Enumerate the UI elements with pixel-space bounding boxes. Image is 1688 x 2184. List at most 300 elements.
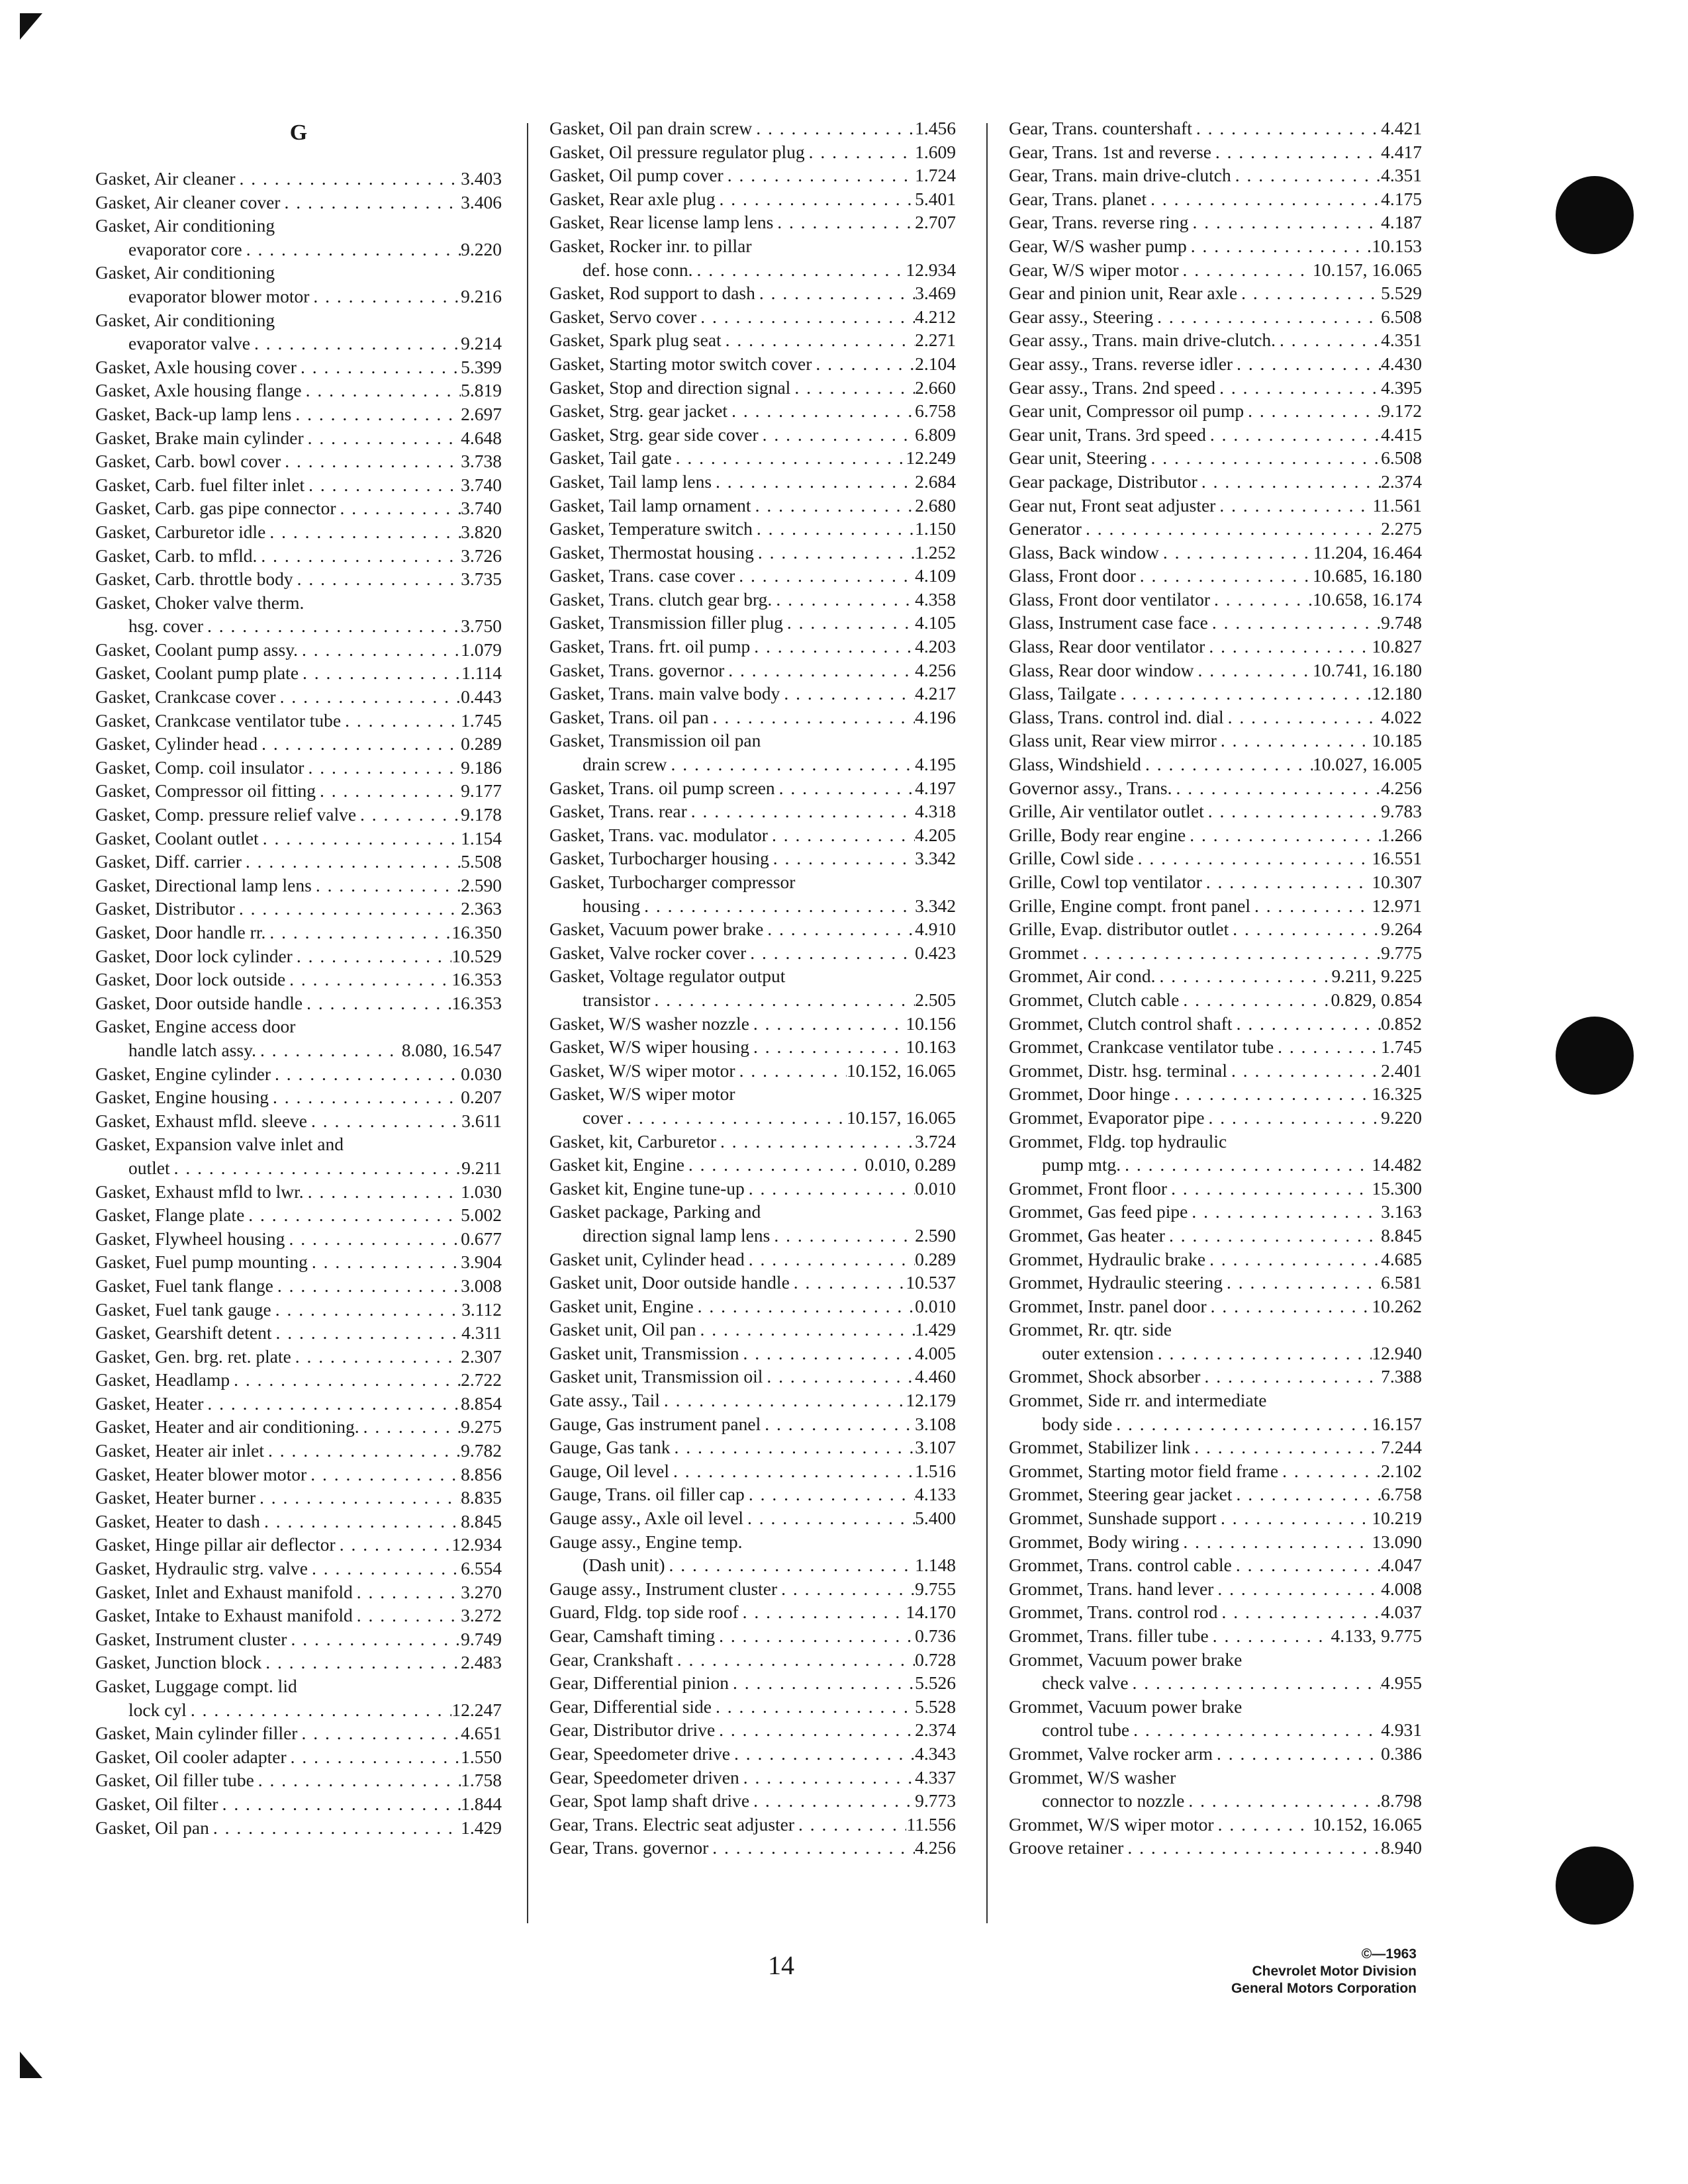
entry-page-ref: 0.728: [915, 1649, 956, 1670]
dot-leader: [1209, 1624, 1331, 1648]
dot-leader: [1167, 1177, 1372, 1201]
dot-leader: [1134, 846, 1372, 870]
index-entry: [549, 988, 956, 1012]
entry-title: Grommet, Rr. qtr. side: [1009, 1319, 1172, 1340]
index-entry: [95, 1015, 502, 1038]
index-entry: [549, 776, 956, 800]
index-entry: [95, 1321, 502, 1345]
entry-page-ref: 1.150: [915, 518, 956, 539]
dot-leader: [716, 1130, 915, 1154]
entry-title: Gasket, Instrument cluster: [95, 1628, 287, 1649]
dot-leader: [1154, 1342, 1372, 1365]
entry-title: Grommet, Vacuum power brake: [1009, 1696, 1243, 1717]
index-entry: [549, 1035, 956, 1059]
entry-title: Glass, Windshield: [1009, 754, 1142, 775]
entry-page-ref: 4.651: [461, 1723, 502, 1744]
entry-title: Grommet, Stabilizer link: [1009, 1437, 1191, 1458]
dot-leader: [1082, 517, 1381, 541]
index-entry: [1009, 187, 1422, 211]
dot-leader: [230, 1368, 461, 1392]
entry-title: Gasket, Comp. coil insulator: [95, 756, 305, 778]
entry-page-ref: 8.845: [1381, 1224, 1422, 1246]
index-entry: [1009, 446, 1422, 470]
index-entry: [549, 140, 956, 164]
column-rule-left: [527, 123, 528, 1923]
column-rule-right: [986, 123, 988, 1923]
entry-page-ref: 0.423: [915, 942, 956, 963]
entry-title: check valve: [1042, 1672, 1129, 1694]
dot-leader: [696, 1318, 915, 1342]
dot-leader: [743, 1506, 915, 1530]
dot-leader: [790, 376, 915, 400]
index-entry: [1009, 116, 1422, 140]
dot-leader: [261, 1651, 461, 1674]
entry-title: Gasket, W/S wiper housing: [549, 1036, 749, 1058]
entry-page-ref: 1.745: [461, 709, 502, 731]
entry-page-ref: 4.109: [915, 565, 956, 586]
entry-title: Gasket, Servo cover: [549, 306, 697, 327]
index-entry: [95, 968, 502, 991]
dot-leader: [812, 352, 915, 376]
entry-title: Grommet, Sunshade support: [1009, 1508, 1217, 1529]
dot-leader: [694, 1295, 915, 1318]
entry-title: Gear, Trans. planet: [1009, 188, 1147, 209]
index-entry: [1009, 281, 1422, 305]
dot-leader: [1207, 1295, 1372, 1318]
entry-title: Grommet, Valve rocker arm: [1009, 1743, 1213, 1764]
dot-leader: [1278, 1459, 1381, 1483]
index-entry: [95, 261, 502, 285]
index-entry: [95, 1274, 502, 1298]
entry-page-ref: 4.175: [1381, 188, 1422, 209]
dot-leader: [669, 1459, 915, 1483]
index-entry: [549, 659, 956, 682]
entry-page-ref: 9.172: [1381, 400, 1422, 422]
dot-leader: [1200, 1365, 1381, 1388]
index-entry: [95, 1604, 502, 1627]
entry-page-ref: 6.554: [461, 1558, 502, 1579]
entry-page-ref: 9.748: [1381, 612, 1422, 633]
entry-page-ref: 5.819: [461, 380, 502, 401]
entry-title: Gasket, Trans. oil pump screen: [549, 777, 775, 798]
entry-title: Gasket, Heater to dash: [95, 1510, 260, 1531]
entry-page-ref: 9.186: [461, 756, 502, 778]
index-entry: [549, 1577, 956, 1601]
index-entry: [95, 1721, 502, 1745]
entry-page-ref: 0.207: [461, 1087, 502, 1108]
dot-leader: [1204, 799, 1381, 823]
entry-page-ref: 4.105: [915, 612, 956, 633]
dot-leader: [297, 355, 461, 379]
index-entry: [549, 964, 956, 988]
index-entry: [1009, 964, 1422, 988]
entry-title: connector to nozzle: [1042, 1790, 1185, 1811]
entry-title: Gasket, Heater: [95, 1392, 204, 1414]
index-entry: [1009, 163, 1422, 187]
entry-page-ref: 10.741, 16.180: [1313, 659, 1422, 680]
entry-page-ref: 2.660: [915, 377, 956, 398]
index-entry: [1009, 917, 1422, 941]
dot-leader: [729, 1671, 915, 1695]
dot-leader: [1147, 446, 1381, 470]
dot-leader: [712, 1695, 915, 1719]
dot-leader: [170, 1156, 462, 1180]
dot-leader: [1213, 1742, 1381, 1766]
index-entry: [1009, 870, 1422, 894]
index-entry: [1009, 1718, 1422, 1742]
entry-page-ref: 10.529: [451, 945, 502, 966]
entry-title: Gasket, Heater air inlet: [95, 1440, 265, 1461]
entry-page-ref: 10.262: [1372, 1295, 1422, 1316]
dot-leader: [1153, 305, 1381, 329]
entry-page-ref: 4.197: [915, 777, 956, 798]
dot-leader: [672, 446, 906, 470]
entry-page-ref: 4.343: [915, 1743, 956, 1764]
entry-title: Gear assy., Steering: [1009, 306, 1154, 327]
index-entry: [549, 917, 956, 941]
entry-page-ref: 16.350: [451, 922, 502, 942]
dot-leader: [258, 732, 461, 756]
dot-leader: [1231, 163, 1381, 187]
entry-page-ref: 4.910: [915, 919, 956, 940]
entry-page-ref: 12.940: [1372, 1342, 1422, 1363]
entry-page-ref: 10.658, 16.174: [1313, 588, 1422, 610]
dot-leader: [1170, 1082, 1372, 1106]
entry-page-ref: 5.508: [461, 851, 502, 872]
binder-hole-bottom: [1556, 1846, 1634, 1925]
index-entry: [95, 850, 502, 874]
entry-page-ref: 3.008: [461, 1275, 502, 1296]
index-entry: [1009, 1365, 1422, 1388]
entry-title: transistor: [583, 989, 651, 1010]
copyright-corporation: General Motors Corporation: [1231, 1981, 1417, 1996]
entry-page-ref: 3.820: [461, 521, 502, 542]
entry-title: Gasket, Cylinder head: [95, 733, 258, 754]
entry-title: body side: [1042, 1413, 1113, 1434]
entry-title: evaporator valve: [128, 333, 251, 354]
entry-title: Gasket unit, Cylinder head: [549, 1248, 745, 1269]
index-entry: [1009, 799, 1422, 823]
entry-title: Gauge assy., Axle oil level: [549, 1508, 744, 1529]
entry-page-ref: 16.157: [1372, 1413, 1422, 1434]
entry-page-ref: 2.307: [461, 1345, 502, 1367]
index-entry: [95, 1062, 502, 1086]
entry-page-ref: 10.157, 16.065: [1313, 259, 1422, 280]
entry-page-ref: 3.750: [461, 615, 502, 637]
dot-leader: [692, 258, 906, 282]
index-entry: [1009, 1624, 1422, 1648]
index-entry: [95, 567, 502, 591]
dot-leader: [336, 1533, 452, 1557]
entry-title: Grommet, Trans. filler tube: [1009, 1625, 1209, 1646]
dot-leader: [623, 1106, 847, 1130]
entry-title: Gasket, Oil pump cover: [549, 165, 724, 186]
dot-leader: [285, 1227, 461, 1251]
entry-page-ref: 11.556: [906, 1813, 956, 1835]
entry-page-ref: 4.205: [915, 824, 956, 845]
entry-title: Gasket, kit, Carburetor: [549, 1130, 717, 1152]
entry-page-ref: 0.852: [1381, 1013, 1422, 1034]
index-entry: [1009, 1836, 1422, 1860]
index-entry: [95, 827, 502, 850]
dot-leader: [272, 1321, 462, 1345]
entry-page-ref: 0.010: [915, 1177, 956, 1199]
entry-title: Grommet, Hydraulic brake: [1009, 1248, 1206, 1269]
index-entry: [549, 399, 956, 423]
entry-title: Glass, Rear door window: [1009, 659, 1194, 680]
entry-page-ref: 9.783: [1381, 801, 1422, 822]
index-entry: [95, 1510, 502, 1533]
index-entry: [95, 1557, 502, 1580]
entry-title: Gasket, Tail lamp ornament: [549, 494, 751, 516]
dot-leader: [297, 1721, 461, 1745]
index-entry: [95, 426, 502, 450]
index-entry: [1009, 988, 1422, 1012]
entry-title: Gear assy., Trans. reverse idler: [1009, 353, 1233, 374]
index-entry: [1009, 1271, 1422, 1295]
index-entry: [1009, 470, 1422, 494]
dot-leader: [735, 564, 915, 588]
entry-page-ref: 4.685: [1381, 1248, 1422, 1269]
entry-title: Gasket, Engine housing: [95, 1087, 269, 1108]
entry-title: Grommet, Gas feed pipe: [1009, 1201, 1188, 1222]
entry-title: Gasket, Oil pressure regulator plug: [549, 141, 805, 162]
index-entries-2: [549, 116, 956, 1860]
entry-title: Grille, Cowl top ventilator: [1009, 872, 1202, 892]
index-entry: [549, 1459, 956, 1483]
index-entry: [95, 1439, 502, 1463]
entry-title: Gauge, Gas instrument panel: [549, 1413, 761, 1434]
dot-leader: [665, 1553, 915, 1577]
entry-title: Gear, Differential pinion: [549, 1672, 729, 1694]
entry-title: Gasket, Air conditioning: [95, 262, 275, 283]
dot-leader: [203, 1392, 461, 1416]
index-entry: [549, 1342, 956, 1365]
index-entry: [95, 591, 502, 615]
entry-title: Groove retainer: [1009, 1837, 1124, 1858]
dot-leader: [256, 1038, 402, 1062]
entry-page-ref: 4.022: [1381, 706, 1422, 727]
entry-title: Gasket, Diff. carrier: [95, 851, 242, 872]
dot-leader: [667, 752, 915, 776]
dot-leader: [730, 1742, 915, 1766]
entry-title: Gauge assy., Instrument cluster: [549, 1578, 778, 1599]
dot-leader: [1229, 917, 1381, 941]
entry-page-ref: 3.163: [1381, 1201, 1422, 1222]
dot-leader: [1187, 234, 1372, 258]
entry-page-ref: 14.170: [906, 1602, 956, 1623]
entry-page-ref: 4.421: [1381, 118, 1422, 138]
entry-title: Gear, Differential side: [549, 1696, 712, 1717]
index-entry: [95, 874, 502, 897]
entry-page-ref: 10.827: [1372, 636, 1422, 657]
entry-title: Gasket, Rear axle plug: [549, 188, 716, 209]
dot-leader: [1206, 423, 1381, 447]
index-entry: [95, 449, 502, 473]
entry-page-ref: 1.266: [1381, 824, 1422, 845]
index-entry: [1009, 1248, 1422, 1271]
index-entry: [95, 732, 502, 756]
entry-title: Gasket, Rod support to dash: [549, 283, 755, 304]
dot-leader: [770, 1224, 915, 1248]
entry-title: Gasket, Turbocharger housing: [549, 848, 769, 869]
index-entry: [549, 752, 956, 776]
entry-title: Gasket, Trans. rear: [549, 801, 687, 822]
entry-page-ref: 3.403: [461, 168, 502, 189]
entry-title: Gasket, Oil cooler adapter: [95, 1746, 287, 1767]
entry-page-ref: 9.220: [461, 238, 502, 259]
dot-leader: [1211, 140, 1381, 164]
entry-title: Gasket, Trans. oil pan: [549, 706, 709, 727]
entry-title: Gasket, Compressor oil fitting: [95, 780, 316, 801]
entry-title: Grille, Cowl side: [1009, 848, 1134, 869]
index-entry: [1009, 1577, 1422, 1601]
dot-leader: [1172, 776, 1381, 800]
index-entry: [549, 1106, 956, 1130]
index-entry: [95, 355, 502, 379]
dot-leader: [739, 1342, 915, 1365]
entry-page-ref: 3.469: [915, 283, 956, 304]
entry-page-ref: 1.429: [461, 1817, 502, 1838]
entry-page-ref: 4.415: [1381, 424, 1422, 445]
index-entry: [549, 423, 956, 447]
index-entry: [549, 116, 956, 140]
dot-leader: [755, 281, 915, 305]
index-entry: [95, 1463, 502, 1486]
entry-title: Gasket, Turbocharger compressor: [549, 872, 796, 892]
dot-leader: [353, 1604, 461, 1627]
entry-title: Gasket, Air cleaner: [95, 168, 236, 189]
entry-title: outer extension: [1042, 1342, 1154, 1363]
entry-title: Grommet, Instr. panel door: [1009, 1295, 1207, 1316]
index-entry: [549, 187, 956, 211]
dot-leader: [1274, 1035, 1381, 1059]
entry-page-ref: 2.680: [915, 494, 956, 516]
entry-title: Grommet, Shock absorber: [1009, 1366, 1201, 1387]
dot-leader: [306, 1463, 461, 1486]
entry-title: Grommet, Starting motor field frame: [1009, 1460, 1279, 1481]
entry-page-ref: 3.726: [461, 545, 502, 566]
entry-title: Gasket kit, Engine: [549, 1154, 684, 1175]
index-entry: [95, 1227, 502, 1251]
entry-title: Gasket unit, Door outside handle: [549, 1272, 790, 1293]
entry-page-ref: 5.400: [915, 1508, 956, 1529]
index-entry: [95, 1580, 502, 1604]
entry-page-ref: 1.079: [461, 639, 502, 660]
entry-title: Gasket, Trans. frt. oil pump: [549, 636, 751, 657]
entry-title: Gasket, Coolant pump plate: [95, 662, 299, 684]
entry-title: Gasket, Trans. main valve body: [549, 683, 780, 704]
entry-title: Gear, Trans. governor: [549, 1837, 709, 1858]
index-entry: [1009, 210, 1422, 234]
dot-leader: [794, 1813, 906, 1837]
entry-page-ref: 10.685, 16.180: [1313, 565, 1422, 586]
dot-leader: [750, 635, 915, 659]
entry-page-ref: 12.247: [451, 1699, 502, 1720]
index-entry: [1009, 1106, 1422, 1130]
entry-title: Glass, Tailgate: [1009, 683, 1117, 704]
index-entry: [549, 1224, 956, 1248]
entry-page-ref: 3.270: [461, 1581, 502, 1602]
entry-page-ref: 1.148: [915, 1555, 956, 1576]
entry-title: Gasket, Heater and air conditioning.: [95, 1416, 359, 1437]
index-entry: [95, 1038, 502, 1062]
entry-page-ref: 0.443: [461, 686, 502, 707]
entry-title: cover: [583, 1107, 624, 1128]
index-entry: [549, 446, 956, 470]
entry-page-ref: 4.318: [915, 801, 956, 822]
entry-page-ref: 16.551: [1372, 848, 1422, 869]
entry-page-ref: 2.483: [461, 1652, 502, 1673]
entry-page-ref: 9.755: [915, 1578, 956, 1599]
entry-page-ref: 1.745: [1381, 1036, 1422, 1058]
entry-title: Gasket, Strg. gear jacket: [549, 400, 728, 422]
entry-title: Gasket, Brake main cylinder: [95, 427, 304, 448]
entry-title: Gasket unit, Engine: [549, 1295, 694, 1316]
entry-title: Gauge, Trans. oil filler cap: [549, 1484, 745, 1505]
entry-page-ref: 10.156: [906, 1013, 956, 1034]
index-entry: [549, 1082, 956, 1106]
entry-title: Grommet: [1009, 942, 1079, 963]
entry-title: Gasket, Heater blower motor: [95, 1463, 307, 1484]
index-entry: [549, 1295, 956, 1318]
dot-leader: [236, 167, 461, 191]
copyright-year: ©—1963: [1361, 1946, 1417, 1962]
entry-title: Glass, Instrument case face: [1009, 612, 1208, 633]
entry-page-ref: 5.401: [915, 188, 956, 209]
entry-page-ref: 5.529: [1381, 283, 1422, 304]
dot-leader: [1179, 1530, 1372, 1554]
dot-leader: [287, 1627, 461, 1651]
binder-hole-top: [1556, 176, 1634, 254]
entry-page-ref: 3.112: [461, 1298, 502, 1320]
dot-leader: [257, 544, 461, 568]
entry-title: evaporator blower motor: [128, 285, 310, 306]
dot-leader: [1205, 1248, 1381, 1271]
entry-title: Gasket, Transmission filler plug: [549, 612, 783, 633]
index-entry: [1009, 541, 1422, 565]
index-entry: [95, 1533, 502, 1557]
index-entry: [1009, 729, 1422, 752]
index-entry: [95, 379, 502, 402]
entry-title: Gear unit, Steering: [1009, 447, 1147, 469]
entry-title: Gear, Crankshaft: [549, 1649, 673, 1670]
index-entry: [549, 258, 956, 282]
dot-leader: [708, 1836, 915, 1860]
index-entry: [549, 1318, 956, 1342]
entry-title: Generator: [1009, 518, 1082, 539]
dot-leader: [242, 238, 461, 261]
dot-leader: [1121, 1153, 1372, 1177]
index-entry: [549, 517, 956, 541]
entry-title: Glass, Front door: [1009, 565, 1136, 586]
entry-title: Glass, Front door ventilator: [1009, 588, 1210, 610]
dot-leader: [1147, 187, 1381, 211]
entry-page-ref: 16.353: [451, 969, 502, 990]
dot-leader: [768, 823, 915, 847]
index-entry: [1009, 1318, 1422, 1342]
dot-leader: [751, 494, 915, 518]
dot-leader: [293, 567, 461, 591]
dot-leader: [1188, 1200, 1381, 1224]
entry-title: def. hose conn.: [583, 259, 693, 280]
entry-title: evaporator core: [128, 238, 242, 259]
index-entry: [1009, 1482, 1422, 1506]
entry-page-ref: 1.758: [461, 1770, 502, 1791]
entry-page-ref: 10.163: [906, 1036, 956, 1058]
index-entry: [95, 1180, 502, 1204]
entry-page-ref: 10.537: [906, 1272, 956, 1293]
